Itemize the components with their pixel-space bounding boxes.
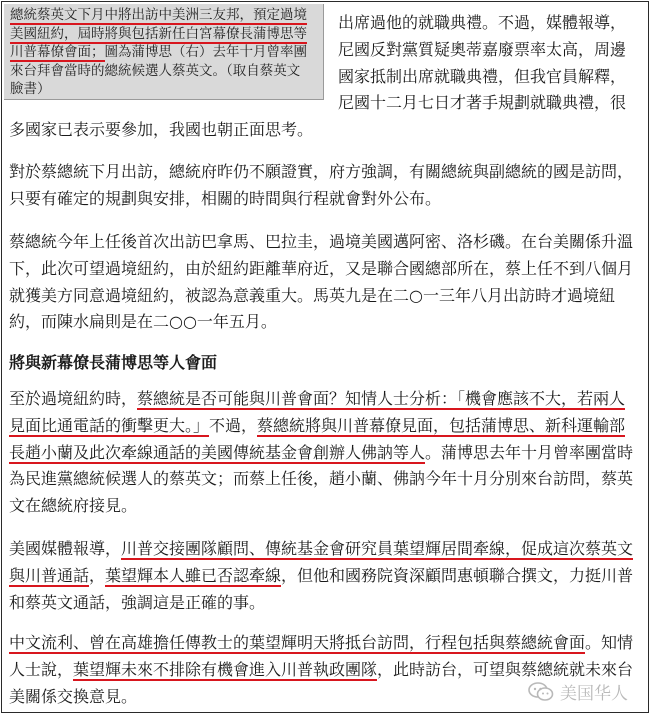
caption-text: 臉書） [10,81,51,97]
text-span: ，但他和國務院資深顧問惠頓聯合撰文，力挺川普 [281,565,634,585]
text-line: 為民進黨總統候選人的蔡英文；而蔡上任後，趙小蘭、佛訥今年十月分別來台訪問，蔡英 [9,469,634,489]
text-line: 約，而陳水扁則是在二○○一年五月。 [9,312,277,332]
paragraph-2 [9,159,641,213]
text-line [9,413,641,440]
text-line: 只要有確定的規劃與安排，相關的時間與行程就會對外公布。 [9,188,442,208]
text-span: 不過， [209,415,258,435]
top-right-paragraph [338,10,638,117]
photo-caption [4,4,324,100]
text-line [9,440,641,467]
text-span: 川普交接團隊顧問、傳統基金會研究員葉望輝居間牽線，促成這次蔡英文 [121,539,634,558]
text-span: 人士說， [9,659,74,679]
text-span: 中文流利、曾在高雄擔任傳教士的葉望輝明天將抵台訪問，行程包括與蔡總統會面 [9,633,586,652]
paragraph-3 [9,229,641,336]
text-line: 出席過他的就職典禮。不過，媒體報導， [338,13,627,32]
caption-line [10,25,317,44]
caption-line [10,62,317,81]
text-span: ， [89,565,106,585]
wechat-icon [528,682,554,702]
caption-line [10,6,317,25]
text-line [9,630,641,657]
paragraph-5 [9,536,641,616]
text-line: 對於蔡總統下月出訪，總統府昨仍不願證實，府方強調，有關總統與副總統的國是訪問， [9,162,634,181]
text-line: 蔡總統今年上任後首次出訪巴拿馬、巴拉圭，過境美國邁阿密、洛杉磯。在台美關係升溫 [9,232,634,251]
paragraph-1-end [9,117,641,144]
caption-text: 圖為蒲博思（右）去年十月曾率團 [104,44,307,60]
text-line [9,536,641,563]
text-span: 葉望輝本人雖已否認牽線 [105,565,282,585]
caption-text: 美國紐約， [10,25,78,42]
caption-line [10,80,317,99]
text-span: ，此時訪台，可望與蔡總統就未來台 [377,659,634,679]
text-span: 與川普通話 [9,565,90,585]
text-line [9,563,641,590]
text-line: 尼國十二月七日才著手規劃就職典禮，很 [338,93,627,113]
caption-text: 川普幕僚會面； [10,44,105,60]
text-span: 蔡總統是否可能與川普會面？知情人士分析：「機會應該不大，若兩人 [137,389,626,408]
text-span: 美國媒體報導， [9,539,122,558]
article-frame [1,1,649,713]
paragraph-4 [9,386,641,520]
text-span: 長趙小蘭及此次牽線通話的美國傳統基金會創辦人佛訥等人 [9,442,426,462]
text-line: 多國家已表示要參加，我國也朝正面思考。 [9,120,314,139]
text-line: 美關係交換意見。 [9,686,138,706]
text-line: 文在總統府接見。 [9,496,138,516]
text-line: 就獲美方同意過境紐約，被認為意義重大。馬英九是在二○一三年八月出訪時才過境紐 [9,285,615,305]
caption-text: 總統蔡英文下月中將出訪中美洲三友邦，預定過境 [10,7,307,23]
text-line: 和蔡英文通話，強調這是正確的事。 [9,592,266,612]
text-line: 尼國反對黨質疑奧蒂嘉廢票率太高，周邊 [338,39,627,59]
text-line: 下，此次可望過境紐約，由於紐約距離華府近，又是聯合國總部所在，蔡上任不到八個月 [9,258,634,278]
text-span: 。知情 [585,633,634,652]
text-span: 。蒲博思去年十月曾率團當時 [425,442,634,462]
text-line [9,386,641,413]
caption-text: 來台拜會當時的總統候選人蔡英文。（取自蔡英文 [10,62,301,79]
watermark-text: 美国华人 [560,684,628,704]
text-span: 見面比通電話的衝擊更大。」 [9,415,210,435]
text-span: 蔡總統將與川普幕僚見面，包括蒲博思、新科運輸部 [257,415,626,435]
caption-line [10,43,317,62]
caption-text: 屆時將與包括新任白宮幕僚長蒲博思等 [77,25,307,42]
section-heading [9,350,641,377]
text-line: 國家抵制出席就職典禮，但我官員解釋， [338,66,627,86]
watermark [528,679,628,704]
text-span: 至於過境紐約時， [9,389,138,408]
heading-text: 將與新幕僚長蒲博思等人會面 [9,353,218,372]
text-span: 葉望輝未來不排除有機會進入川普執政團隊 [73,659,378,679]
